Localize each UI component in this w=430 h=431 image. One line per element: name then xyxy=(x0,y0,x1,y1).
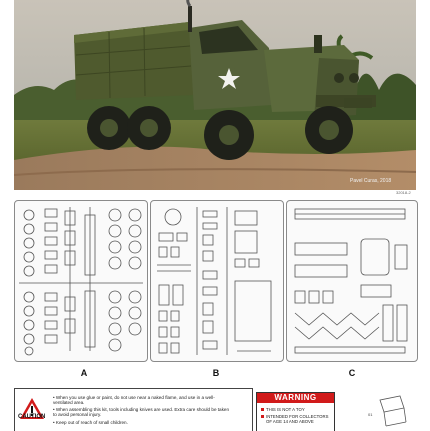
warning-line-text: THIS IS NOT A TOY xyxy=(266,407,305,412)
box-art-photo xyxy=(14,0,416,190)
sprue-frame-b xyxy=(150,200,284,362)
caution-line: • Keep out of reach of small children. xyxy=(53,420,128,425)
truck-scene-illustration xyxy=(14,0,416,190)
caution-notice xyxy=(14,388,253,431)
part-sketch-illustration xyxy=(370,392,416,430)
kit-code: 32018-2 xyxy=(396,190,411,195)
sprue-label-a: A xyxy=(80,368,88,378)
sprue-a-parts-drawing xyxy=(15,201,147,361)
sprue-b-parts-drawing xyxy=(151,201,283,361)
warning-line-text: OF AGE 14 AND ABOVE xyxy=(266,419,314,424)
caution-line: • When you use glue or paint, do not use near a naked flame, and use in a well- xyxy=(53,395,215,400)
caution-line: ventilated area. xyxy=(53,400,85,405)
bullet-square-icon xyxy=(261,408,264,411)
part-number: 01 xyxy=(368,412,373,417)
sprue-label-c: C xyxy=(348,368,356,378)
bullet-square-icon xyxy=(261,415,264,418)
warning-line-text: INTENDED FOR COLLECTORS xyxy=(266,414,329,419)
caution-line: to avoid personal injury. xyxy=(53,412,102,417)
caution-title: CAUTION xyxy=(18,414,46,420)
photo-credit: Pavel Curas, 2018 xyxy=(350,178,392,184)
warning-line xyxy=(261,407,333,412)
sprue-frame-c xyxy=(286,200,418,362)
warning-title: WARNING xyxy=(257,393,334,403)
warning-notice xyxy=(256,392,335,431)
sprue-frame-a xyxy=(14,200,148,362)
sprue-c-parts-drawing xyxy=(287,201,417,361)
caution-line: • When assembling this kit, tools including knives are used. Extra care should be taken xyxy=(53,407,230,412)
sprue-label-b: B xyxy=(212,368,220,378)
sprue-a-left-column xyxy=(24,210,34,355)
